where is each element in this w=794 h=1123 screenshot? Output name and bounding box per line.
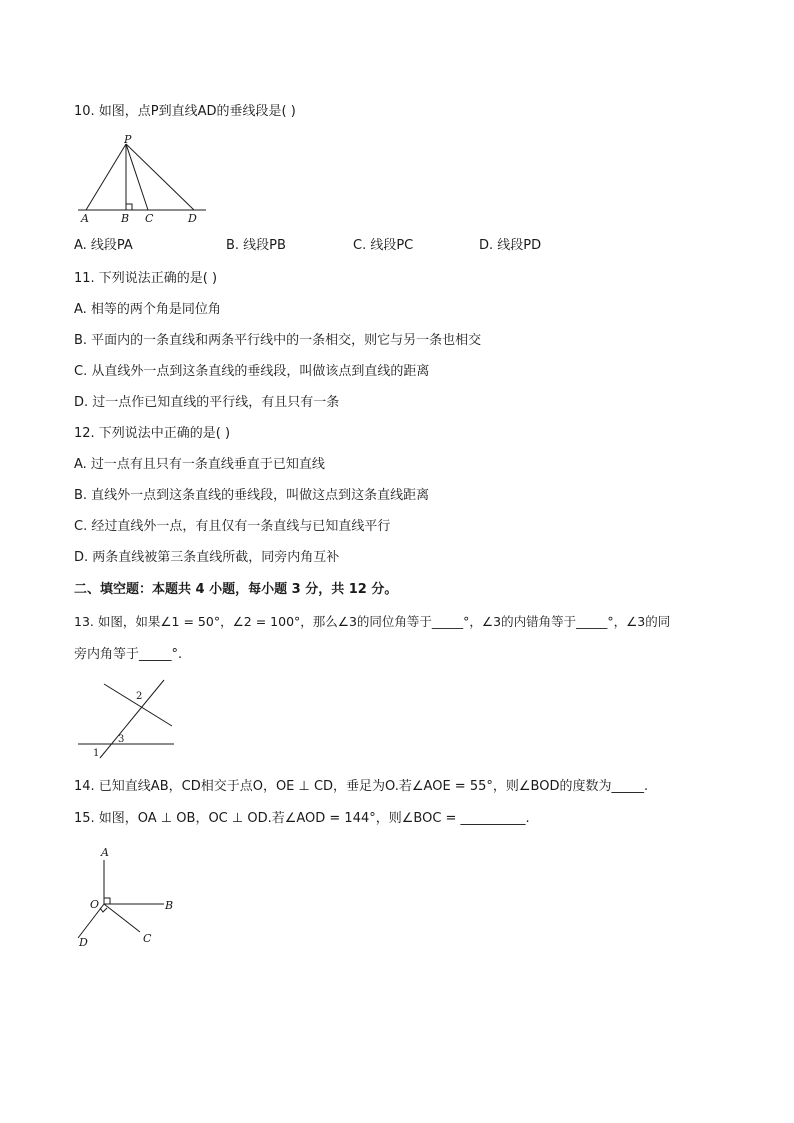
label-d: D: [188, 212, 197, 225]
label-a: A: [81, 212, 89, 225]
label-b: B: [165, 899, 174, 912]
label-3: 3: [118, 734, 125, 745]
q10-option-d[interactable]: D. 线段PD: [479, 238, 542, 253]
label-c: C: [143, 932, 152, 945]
q13-figure: [78, 678, 178, 762]
q11-stem: 11. 下列说法正确的是( ): [74, 271, 218, 286]
label-b: B: [121, 212, 130, 225]
q11-option-b[interactable]: B. 平面内的一条直线和两条平行线中的一条相交，则它与另一条也相交: [74, 333, 482, 348]
right-angle-mark-aob: [104, 898, 110, 904]
label-o: O: [90, 898, 100, 911]
q15-stem: 15. 如图，OA ⊥ OB，OC ⊥ OD.若∠AOD = 144°，则∠BOC = __________.: [74, 811, 530, 826]
transversal: [100, 680, 164, 758]
segment-pc: [126, 144, 148, 210]
q11-option-d[interactable]: D. 过一点作已知直线的平行线，有且只有一条: [74, 395, 340, 410]
q10-stem: 10. 如图，点P到直线AD的垂线段是( ): [74, 104, 296, 119]
q11-option-a[interactable]: A. 相等的两个角是同位角: [74, 302, 221, 317]
q12-option-d[interactable]: D. 两条直线被第三条直线所截，同旁内角互补: [74, 550, 340, 565]
q14-stem: 14. 已知直线AB，CD相交于点O，OE ⊥ CD，垂足为O.若∠AOE = 55°，则∠BOD的度数为_____.: [74, 779, 649, 794]
q11-option-c[interactable]: C. 从直线外一点到这条直线的垂线段，叫做该点到直线的距离: [74, 364, 430, 379]
ray-oc: [104, 904, 140, 932]
q15-figure: [72, 842, 182, 948]
q10-option-c[interactable]: C. 线段PC: [353, 238, 414, 253]
q12-option-c[interactable]: C. 经过直线外一点，有且仅有一条直线与已知直线平行: [74, 519, 391, 534]
label-p: P: [124, 133, 132, 146]
label-1: 1: [93, 748, 100, 759]
right-angle-mark: [126, 204, 132, 210]
segment-pd: [126, 144, 194, 210]
label-a: A: [101, 846, 109, 859]
label-2: 2: [136, 691, 143, 702]
q13-stem-line2: 旁内角等于_____°.: [74, 647, 183, 662]
q10-option-b[interactable]: B. 线段PB: [226, 238, 286, 253]
segment-pa: [86, 144, 126, 210]
section-heading: 二、填空题：本题共 4 小题，每小题 3 分，共 12 分。: [74, 582, 398, 597]
right-angle-mark-cod: [100, 908, 107, 912]
q12-option-a[interactable]: A. 过一点有且只有一条直线垂直于已知直线: [74, 457, 325, 472]
label-d: D: [79, 936, 88, 949]
label-c: C: [145, 212, 154, 225]
q10-figure: [78, 134, 208, 224]
q10-option-a[interactable]: A. 线段PA: [74, 238, 133, 253]
q13-stem-line1: 13. 如图，如果∠1 = 50°，∠2 = 100°，那么∠3的同位角等于_____°，∠3的内错角等于_____°，∠3的同: [74, 614, 671, 629]
q12-stem: 12. 下列说法中正确的是( ): [74, 426, 231, 441]
q12-option-b[interactable]: B. 直线外一点到这条直线的垂线段，叫做这点到这条直线距离: [74, 488, 430, 503]
